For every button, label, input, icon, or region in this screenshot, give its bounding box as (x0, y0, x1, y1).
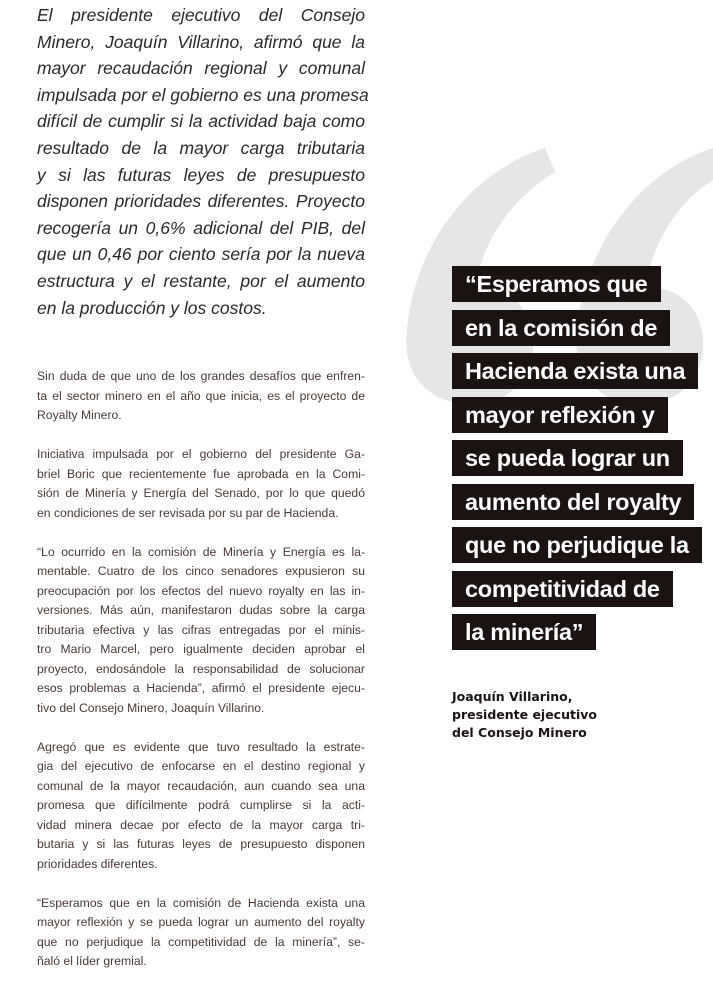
attribution-line: del Consejo Minero (452, 725, 587, 740)
article-body (37, 367, 365, 991)
attribution-line: Joaquín Villarino, (452, 689, 573, 704)
pull-quote-line (452, 266, 702, 310)
paragraph-line: Agregó que es evidente que tuvo resultado la estrate- (37, 739, 365, 754)
paragraph-line: prioridades diferentes. (37, 856, 158, 871)
pull-quote-text: “Esperamos que (452, 266, 661, 302)
pull-quote-line (452, 614, 702, 658)
paragraph-line: Royalty Minero. (37, 408, 122, 422)
lead-line: que un 0,46 por ciento sería por la nueva (37, 244, 365, 265)
paragraph (37, 894, 365, 972)
paragraph-line: Iniciativa impulsada por el gobierno del presidente Ga- (37, 447, 365, 461)
paragraph-line: vidad minera decae por efecto de la mayor carga tri- (37, 817, 365, 832)
pull-quote-text: aumento del royalty (452, 484, 694, 520)
pull-quote-line (452, 397, 702, 441)
paragraph (37, 543, 365, 719)
pull-quote-text: la minería” (452, 614, 596, 650)
pull-quote-line (452, 571, 702, 615)
paragraph-line: que no perjudique la competitividad de la minería”, se- (37, 934, 365, 949)
pull-quote-text: mayor reflexión y (452, 397, 668, 433)
paragraph-line: esos problemas a Hacienda”, afirmó el presidente ejecu- (37, 681, 365, 695)
pull-quote-attribution (452, 688, 597, 742)
paragraph-line: sión de Minería y Energía del Senado, por lo que quedó (37, 486, 365, 500)
article-lead (37, 2, 369, 321)
paragraph-line: tro Mario Marcel, pero igualmente deciden aprobar el (37, 642, 365, 656)
lead-line: mayor recaudación regional y comunal (37, 58, 365, 79)
paragraph-line: preocupación por los efectos del nuevo royalty en las in- (37, 583, 365, 598)
paragraph-line: gia del ejecutivo de enfocarse en el destino regional y (37, 759, 365, 773)
paragraph-line: comunal de la mayor recaudación, aun cuando sea una (37, 778, 365, 793)
paragraph-line: ta el sector minero en el año que inicia, es el proyecto de (37, 388, 365, 403)
paragraph-line: ñaló el líder gremial. (37, 954, 147, 968)
pull-quote-line (452, 353, 702, 397)
paragraph-line: promesa que difícilmente podrá cumplirse si la acti- (37, 798, 365, 812)
lead-line: estructura y el restante, por el aumento (37, 270, 365, 291)
paragraph (37, 445, 365, 523)
paragraph-line: “Esperamos que en la comisión de Hacienda exista una (37, 895, 365, 910)
paragraph-line: butaria y si las futuras leyes de presupuesto disponen (37, 837, 365, 851)
paragraph-line: briel Boric que recientemente fue aprobada en la Comi- (37, 466, 365, 481)
paragraph-line: tributaria efectiva y las cifras entregadas por el minis- (37, 622, 365, 637)
pull-quote-text: en la comisión de (452, 310, 670, 346)
pull-quote-text: competitividad de (452, 571, 673, 607)
lead-line: El presidente ejecutivo del Consejo (37, 5, 365, 25)
paragraph (37, 738, 365, 875)
pull-quote-line (452, 440, 702, 484)
paragraph-line: versiones. Más aún, manifestaron dudas sobre la carga (37, 603, 365, 617)
pull-quote-line (452, 310, 702, 354)
paragraph-line: proyecto, endosándole la responsabilidad de solucionar (37, 661, 365, 676)
attribution-line: presidente ejecutivo (452, 707, 597, 722)
paragraph-line: mentable. Cuatro de los cinco senadores expusieron su (37, 564, 365, 578)
lead-line: recogería un 0,6% adicional del PIB, del (37, 217, 365, 238)
paragraph-line: tivo del Consejo Minero, Joaquín Villarino. (37, 700, 265, 715)
lead-line: difícil de cumplir si la actividad baja como (37, 111, 365, 132)
paragraph-line: “Lo ocurrido en la comisión de Minería y Energía es la- (37, 544, 365, 559)
lead-line: y si las futuras leyes de presupuesto (37, 164, 365, 185)
pull-quote (452, 266, 702, 658)
lead-line: resultado de la mayor carga tributaria (37, 137, 365, 158)
pull-quote-text: Hacienda exista una (452, 353, 698, 389)
paragraph-line: en condiciones de ser revisada por su par de Hacienda. (37, 505, 339, 520)
lead-line: Minero, Joaquín Villarino, afirmó que la (37, 31, 365, 52)
paragraph-line: Sin duda de que uno de los grandes desafíos que enfren- (37, 369, 365, 383)
pull-quote-text: se pueda lograr un (452, 440, 683, 476)
pull-quote-text: que no perjudique la (452, 527, 702, 563)
lead-line: disponen prioridades diferentes. Proyecto (37, 191, 365, 212)
lead-line: impulsada por el gobierno es una promesa (37, 84, 369, 105)
paragraph (37, 367, 365, 426)
pull-quote-line (452, 484, 702, 528)
lead-line: en la producción y los costos. (37, 297, 267, 318)
pull-quote-line (452, 527, 702, 571)
paragraph-line: mayor reflexión y se pueda lograr un aumento del royalty (37, 915, 365, 929)
